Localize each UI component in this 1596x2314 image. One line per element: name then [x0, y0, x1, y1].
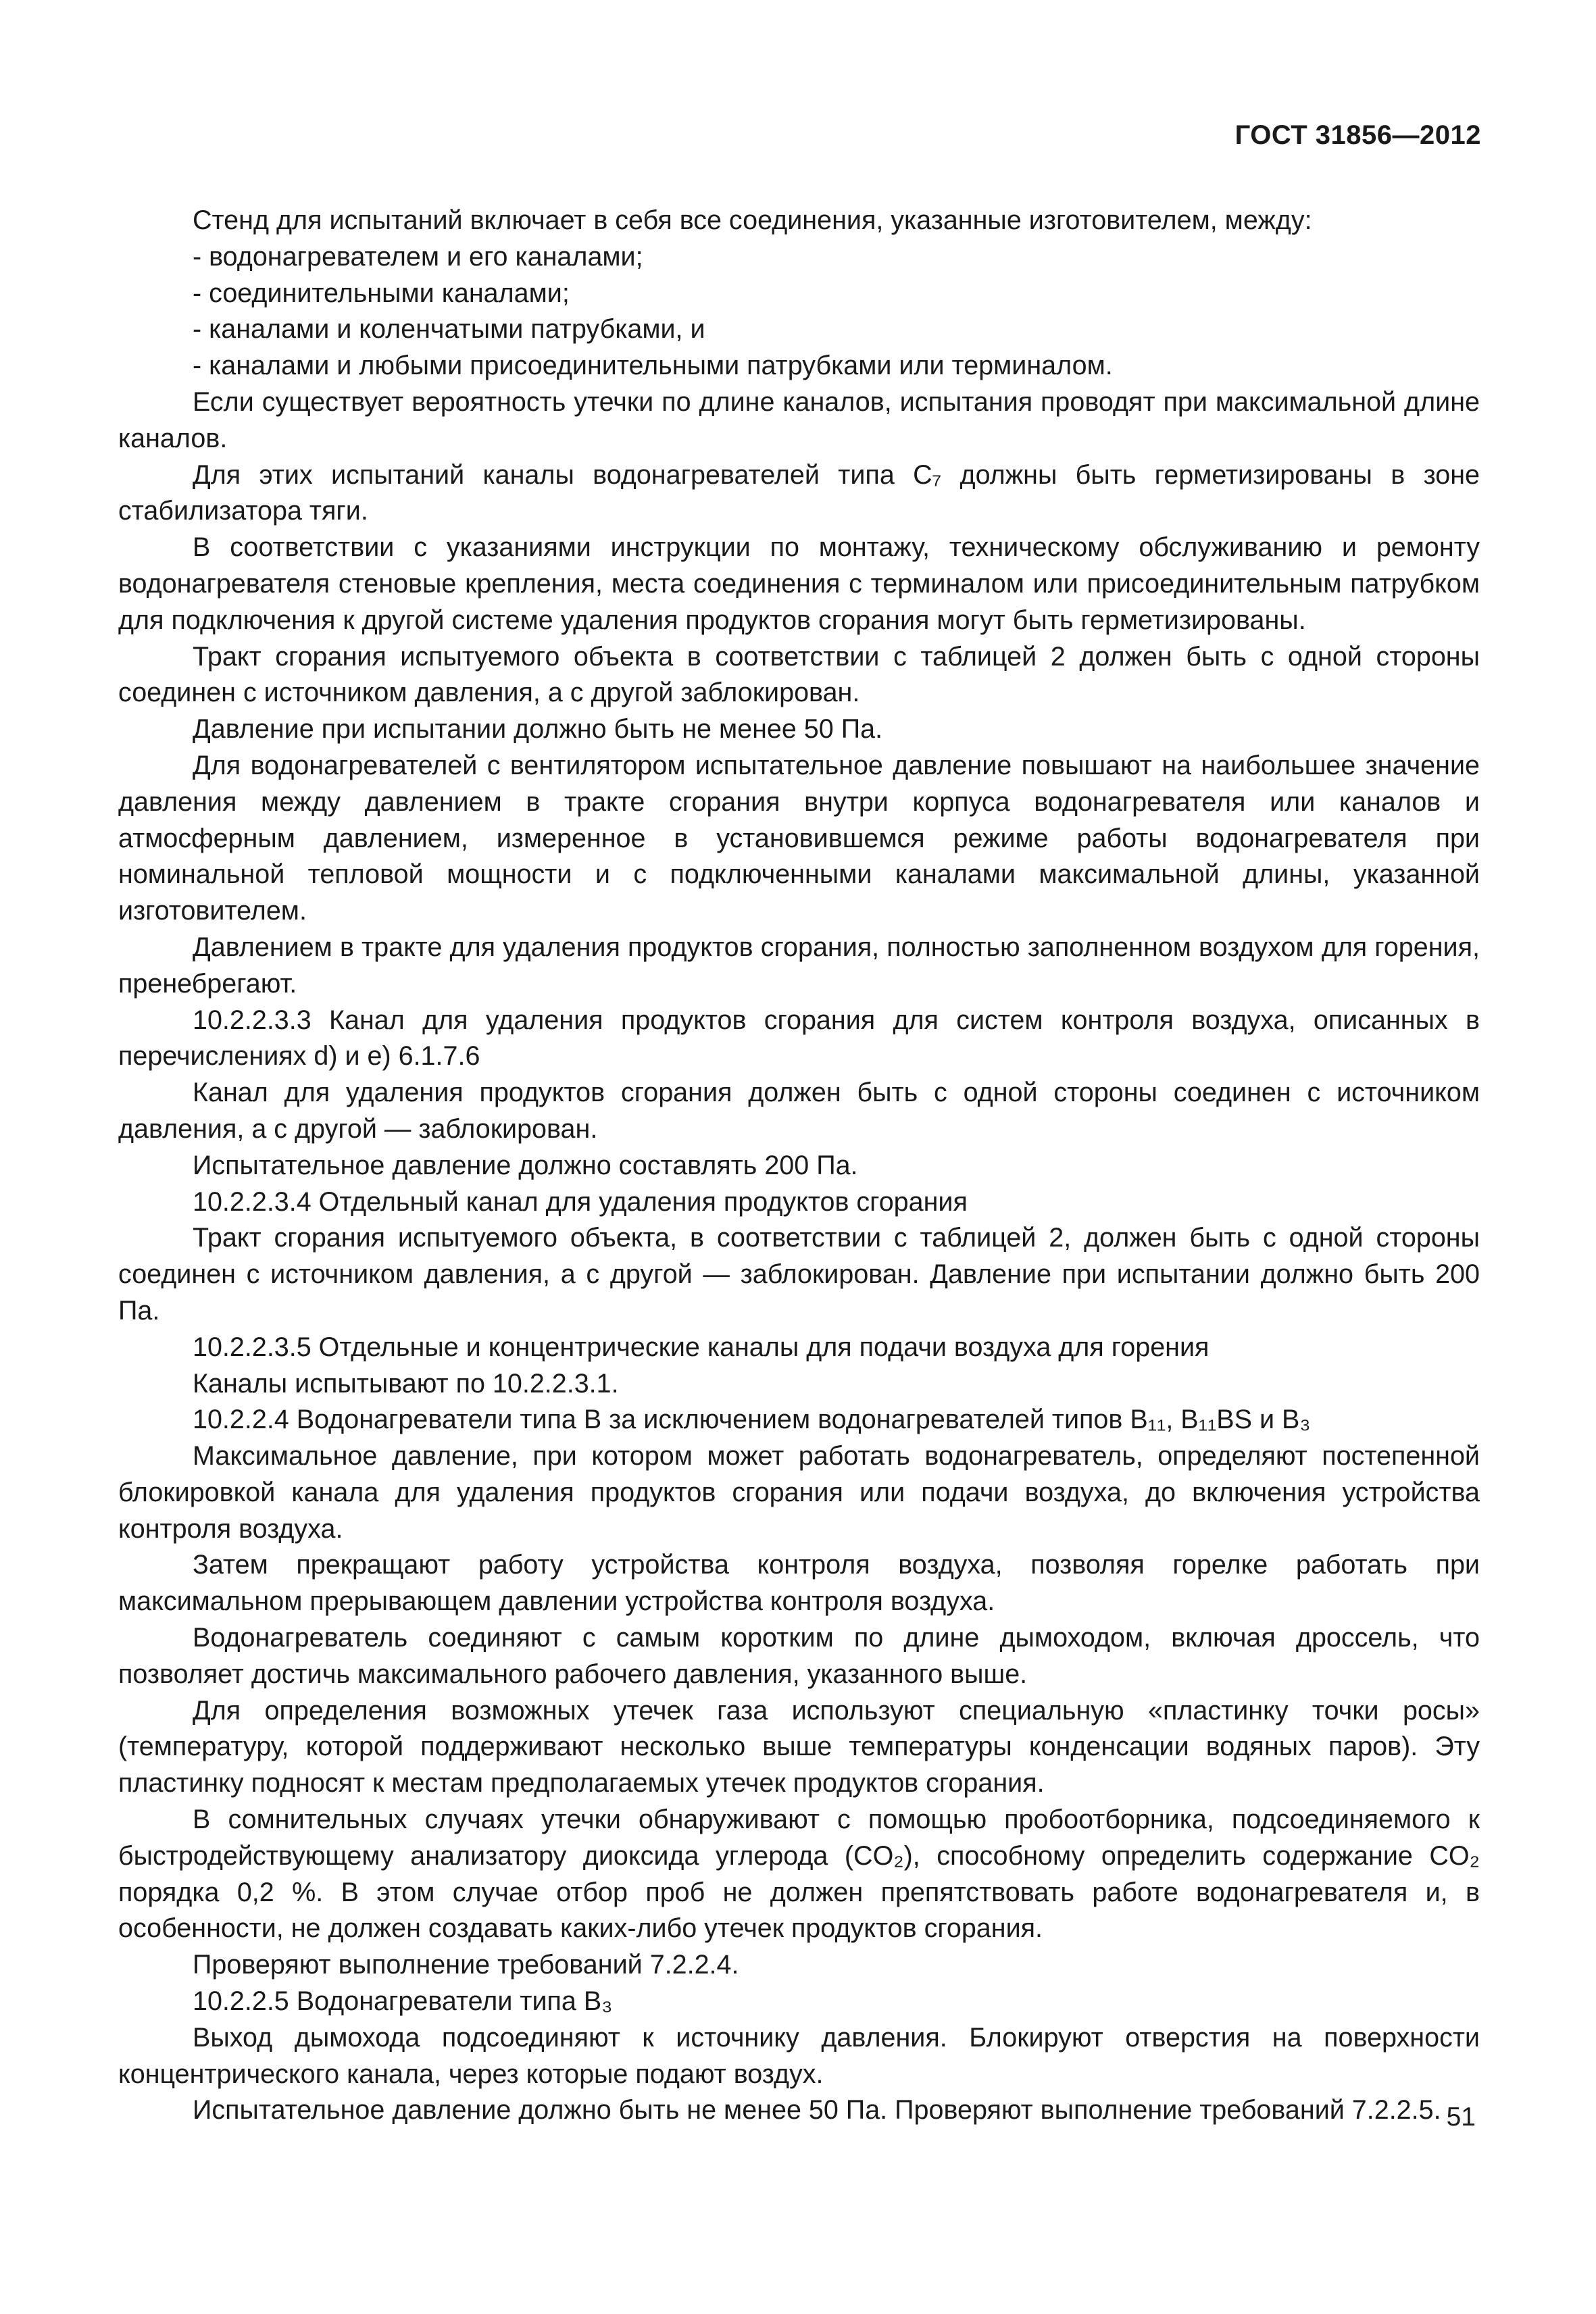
section-heading: 10.2.2.3.4 Отдельный канал для удаления продуктов сгорания: [193, 1186, 968, 1217]
paragraph: Испытательное давление должно быть не менее 50 Па. Проверяют выполнение требований 7.2.2.5.: [193, 2095, 1441, 2126]
list-item: - каналами и коленчатыми патрубками, и: [193, 314, 705, 345]
paragraph: Стенд для испытаний включает в себя все соединения, указанные изготовителем, между:: [193, 205, 1312, 235]
document-body: [118, 203, 1480, 2129]
paragraph: Давление при испытании должно быть не менее 50 Па.: [193, 714, 883, 745]
paragraph: Выход дымохода подсоединяют к источнику давления. Блокируют отверстия на поверхности концентрического канала, через которые подают воздух.: [118, 2022, 1480, 2089]
paragraph: В сомнительных случаях утечки обнаруживают с помощью пробоотборника, подсоединяемого к быстродействующему анализатору диоксида углерода (CO₂), способному определить содержание CO₂ порядка 0,2 %. В этом случае отбор проб не должен препятствовать работе водонагревателя и, в особенности, не должен создавать каких-либо утечек продуктов сгорания.: [118, 1805, 1480, 1944]
paragraph: Канал для удаления продуктов сгорания должен быть с одной стороны соединен с источником давления, а с другой — заблокирован.: [118, 1078, 1480, 1144]
paragraph: Для водонагревателей с вентилятором испытательное давление повышают на наибольшее значение давления между давлением в тракте сгорания внутри корпуса водонагревателя или каналов и атмосферным давлением, измеренное в установившемся режиме работы водонагревателя при номинальной тепловой мощности и с подключенными каналами максимальной длины, указанной изготовителем.: [118, 750, 1480, 926]
page-number: 51: [1446, 2103, 1476, 2132]
paragraph: Каналы испытывают по 10.2.2.3.1.: [193, 1368, 619, 1399]
list-item: - водонагревателем и его каналами;: [193, 241, 643, 272]
paragraph: Тракт сгорания испытуемого объекта, в соответствии с таблицей 2, должен быть с одной стороны соединен с источником давления, а с другой — заблокирован. Давление при испытании должно быть 200 Па.: [118, 1223, 1480, 1326]
list-item: - каналами и любыми присоединительными патрубками или терминалом.: [193, 351, 1113, 381]
paragraph: Если существует вероятность утечки по длине каналов, испытания проводят при максимальной длине каналов.: [118, 386, 1480, 453]
list-item: - соединительными каналами;: [193, 278, 570, 308]
paragraph: Водонагреватель соединяют с самым коротким по длине дымоходом, включая дроссель, что позволяет достичь максимального рабочего давления, указанного выше.: [118, 1623, 1480, 1689]
paragraph: Затем прекращают работу устройства контроля воздуха, позволяя горелке работать при максимальном прерывающем давлении устройства контроля воздуха.: [118, 1550, 1480, 1617]
section-heading: 10.2.2.5 Водонагреватели типа B₃: [193, 1986, 613, 2017]
document-standard-id: ГОСТ 31856—2012: [1235, 120, 1481, 150]
paragraph: В соответствии с указаниями инструкции по монтажу, техническому обслуживанию и ремонту водонагревателя стеновые крепления, места соединения с терминалом или присоединительным патрубком для подключения к другой системе удаления продуктов сгорания могут быть герметизированы.: [118, 532, 1480, 635]
section-heading: 10.2.2.3.5 Отдельные и концентрические каналы для подачи воздуха для горения: [193, 1332, 1210, 1362]
paragraph: Тракт сгорания испытуемого объекта в соответствии с таблицей 2 должен быть с одной стороны соединен с источником давления, а с другой заблокирован.: [118, 641, 1480, 708]
paragraph: Давлением в тракте для удаления продуктов сгорания, полностью заполненном воздухом для горения, пренебрегают.: [118, 932, 1480, 999]
section-heading: 10.2.2.3.3 Канал для удаления продуктов сгорания для систем контроля воздуха, описанных в перечислениях d) и e) 6.1.7.6: [118, 1005, 1480, 1072]
paragraph: Максимальное давление, при котором может работать водонагреватель, определяют постепенной блокировкой канала для удаления продуктов сгорания или подачи воздуха, до включения устройства контроля воздуха.: [118, 1441, 1480, 1544]
paragraph: Для этих испытаний каналы водонагревателей типа C₇ должны быть герметизированы в зоне стабилизатора тяги.: [118, 459, 1480, 526]
paragraph: Испытательное давление должно составлять 200 Па.: [193, 1150, 858, 1180]
section-heading: 10.2.2.4 Водонагреватели типа B за исключением водонагревателей типов B₁₁, B₁₁BS и B₃: [193, 1405, 1311, 1435]
paragraph: Проверяют выполнение требований 7.2.2.4.: [193, 1950, 739, 1980]
paragraph: Для определения возможных утечек газа используют специальную «пластинку точки росы» (температуру, которой поддерживают несколько выше температуры конденсации водяных паров). Эту пластинку подносят к местам предполагаемых утечек продуктов сгорания.: [118, 1695, 1480, 1799]
